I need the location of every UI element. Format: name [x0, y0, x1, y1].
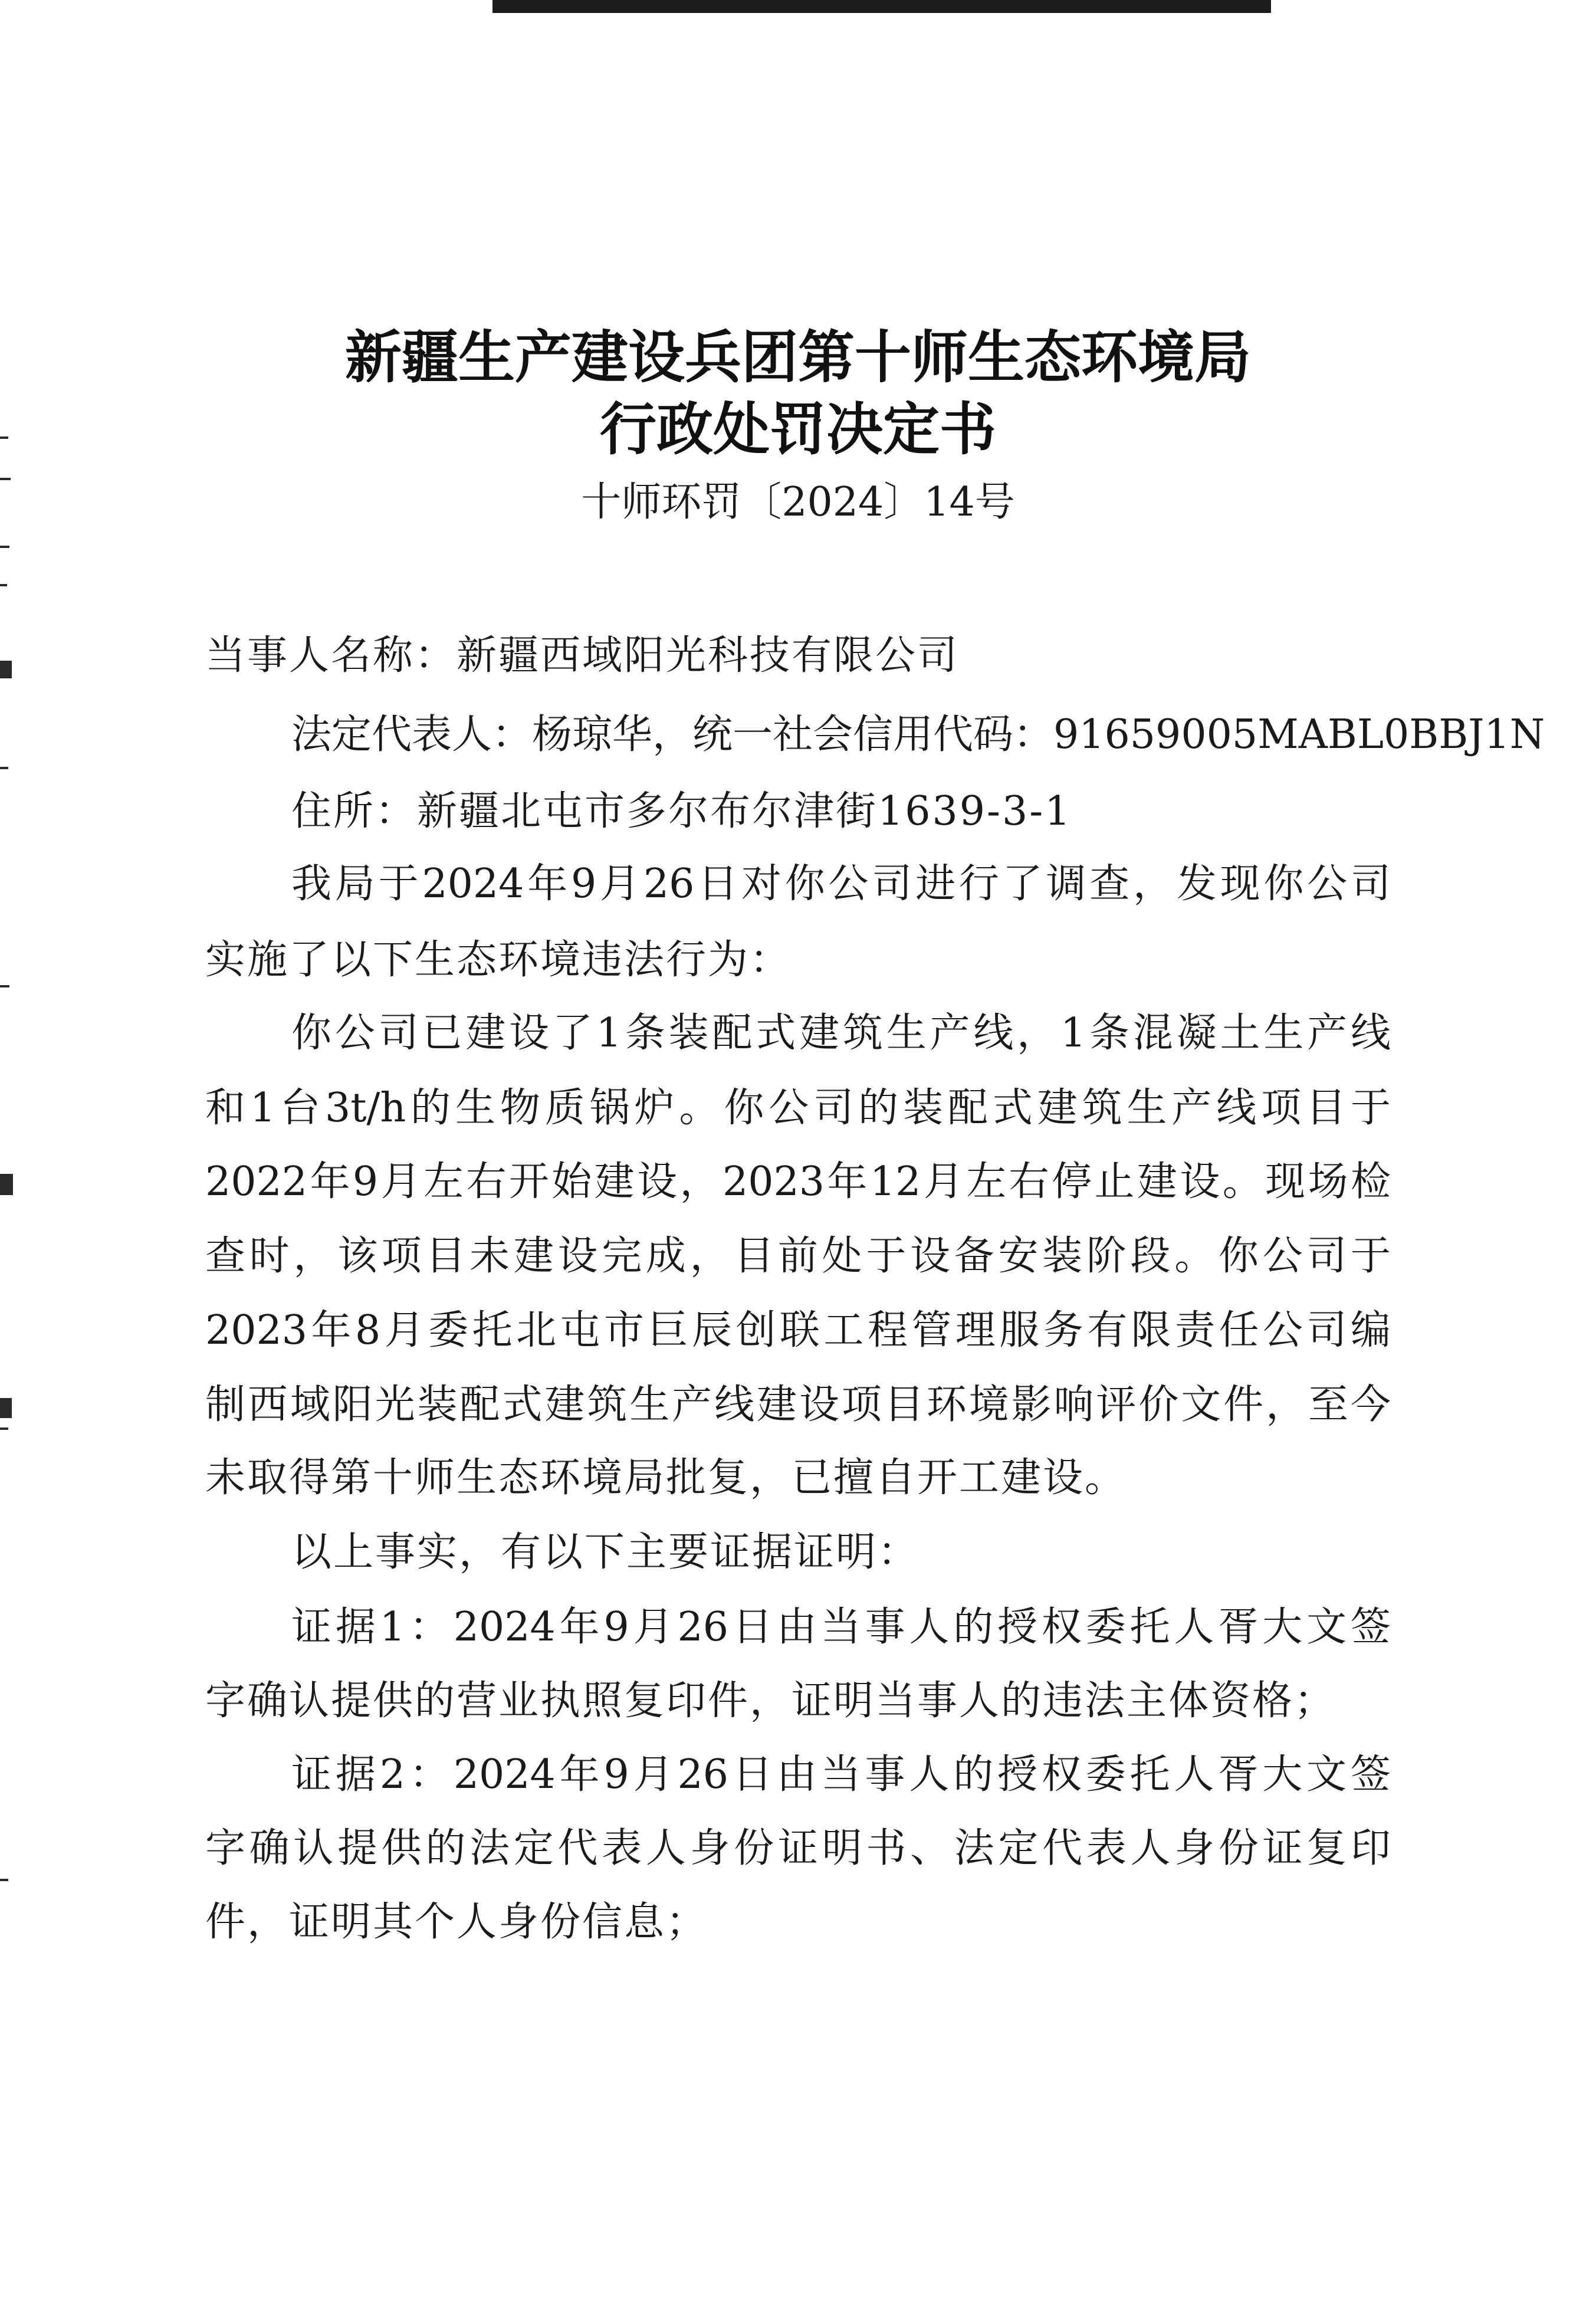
- evidence-line: 件，证明其个人身份信息；: [205, 1899, 708, 1945]
- document-number: 十师环罚〔2024〕14号: [581, 479, 1015, 526]
- party-name-line: 当事人名称：新疆西域阳光科技有限公司: [205, 632, 960, 679]
- evidence-line: 证据1：2024年9月26日由当事人的授权委托人胥大文签: [291, 1604, 1391, 1650]
- body-line: 未取得第十师生态环境局批复，已擅自开工建设。: [205, 1455, 1127, 1501]
- body-line: 2022年9月左右开始建设，2023年12月左右停止建设。现场检: [205, 1159, 1391, 1205]
- body-line: 你公司已建设了1条装配式建筑生产线，1条混凝土生产线: [291, 1010, 1391, 1056]
- scan-edge-mark: [0, 661, 12, 678]
- scan-edge-mark: [0, 1879, 8, 1881]
- body-line: 查时，该项目未建设完成，目前处于设备安装阶段。你公司于: [205, 1233, 1391, 1279]
- body-line: 实施了以下生态环境违法行为：: [205, 937, 792, 983]
- address-line: 住所：新疆北屯市多尔布尔津街1639-3-1: [291, 788, 1072, 835]
- scan-top-strip: [492, 0, 1271, 13]
- document-subtitle: 行政处罚决定书: [600, 396, 996, 462]
- legal-representative-line: 法定代表人：杨琼华，统一社会信用代码：91659005MABL0BBJ1N: [291, 711, 1545, 758]
- evidence-intro-line: 以上事实，有以下主要证据证明：: [291, 1529, 920, 1576]
- body-line: 2023年8月委托北屯市巨辰创联工程管理服务有限责任公司编: [205, 1307, 1391, 1354]
- scan-edge-mark: [0, 584, 7, 586]
- scan-edge-mark: [0, 1398, 12, 1418]
- scan-edge-mark: [0, 546, 9, 548]
- scan-edge-mark: [0, 478, 11, 480]
- body-line: 制西域阳光装配式建筑生产线建设项目环境影响评价文件，至今: [205, 1382, 1391, 1428]
- evidence-line: 证据2：2024年9月26日由当事人的授权委托人胥大文签: [291, 1751, 1391, 1798]
- scan-edge-mark: [0, 1428, 8, 1430]
- scan-edge-mark: [0, 985, 9, 987]
- scan-edge-mark: [0, 767, 8, 769]
- body-line: 我局于2024年9月26日对你公司进行了调查，发现你公司: [291, 861, 1391, 907]
- evidence-line: 字确认提供的营业执照复印件，证明当事人的违法主体资格；: [205, 1678, 1336, 1724]
- body-line: 和1台3t/h的生物质锅炉。你公司的装配式建筑生产线项目于: [205, 1085, 1391, 1131]
- evidence-line: 字确认提供的法定代表人身份证明书、法定代表人身份证复印: [205, 1825, 1391, 1872]
- scan-edge-mark: [0, 1174, 13, 1195]
- document-title: 新疆生产建设兵团第十师生态环境局: [345, 324, 1251, 391]
